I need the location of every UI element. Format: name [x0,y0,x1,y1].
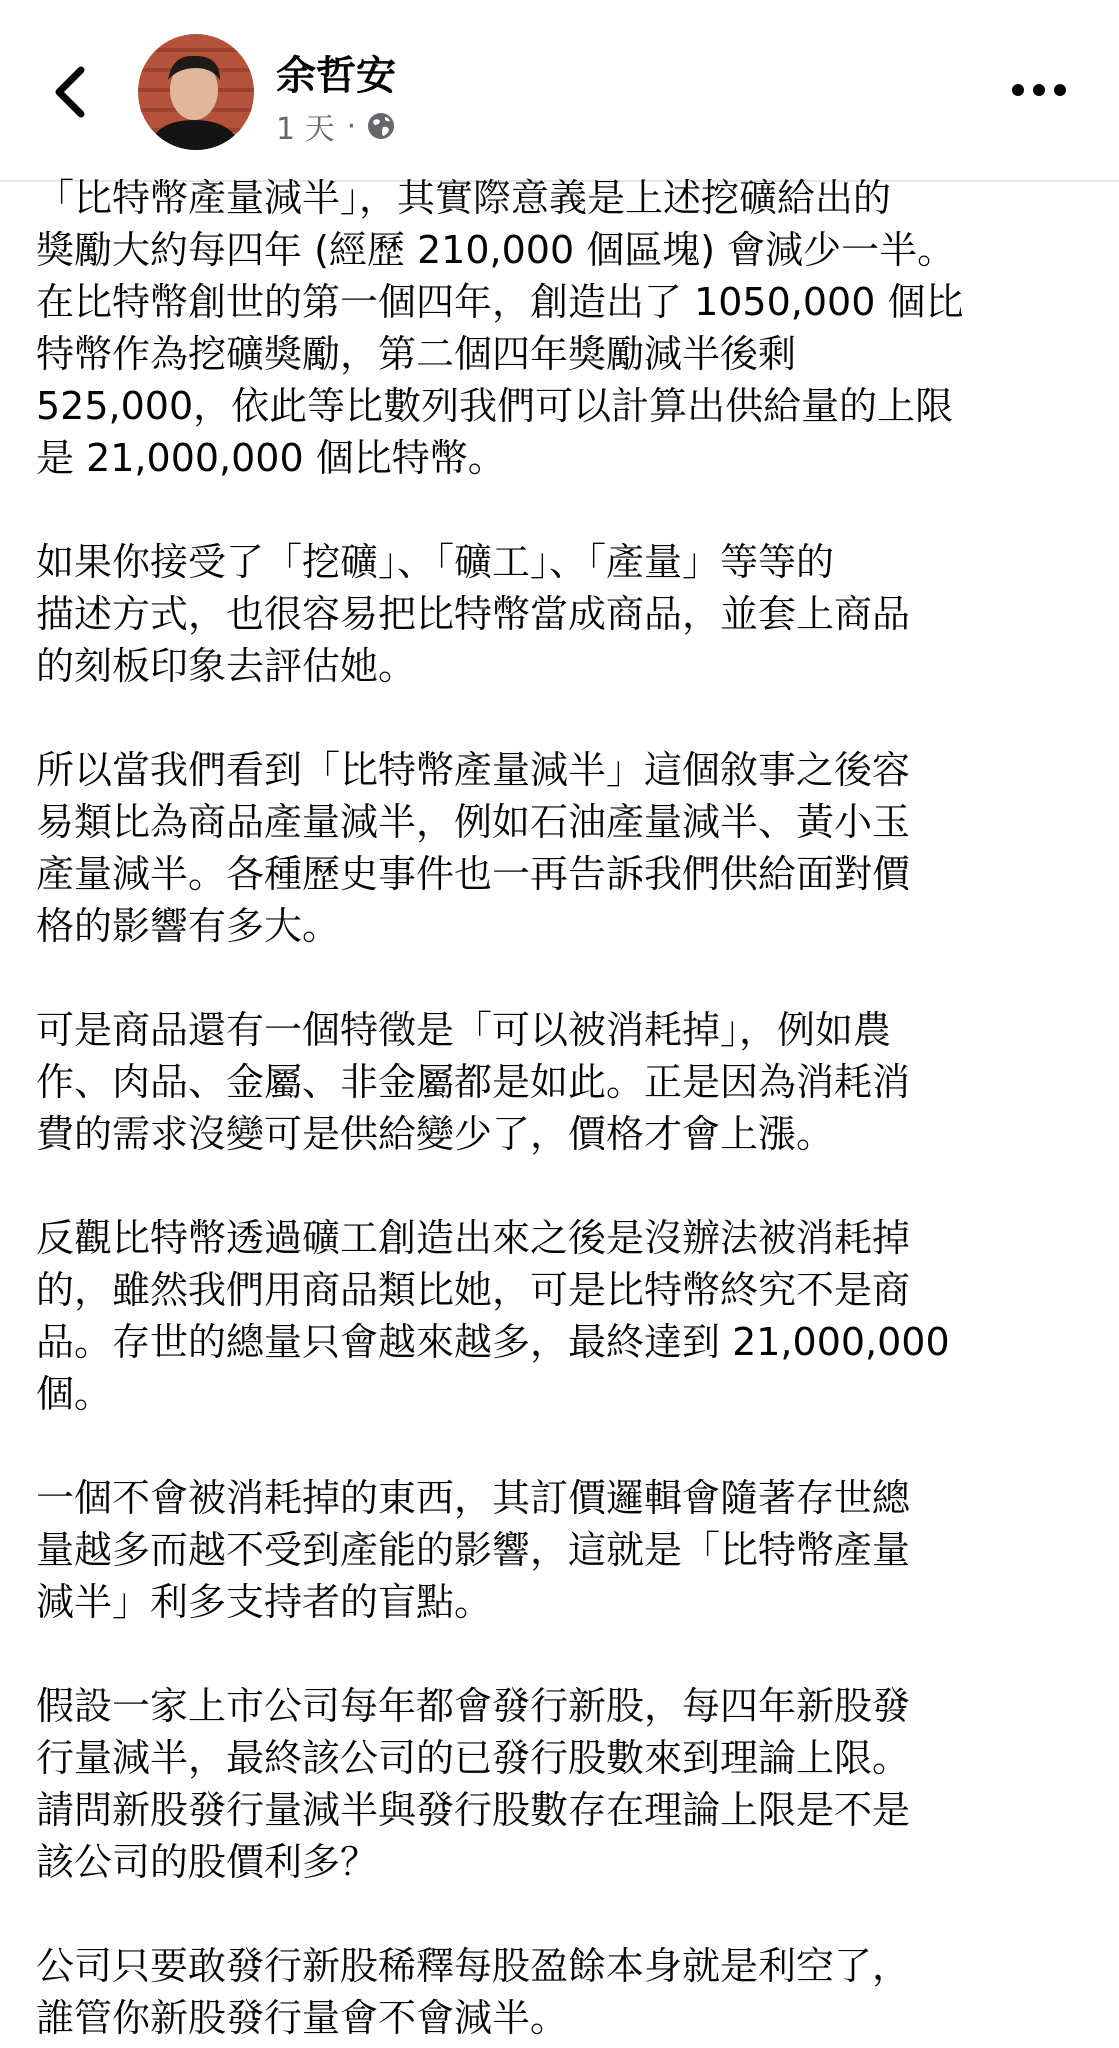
chevron-left-icon [53,66,87,118]
globe-icon [366,111,396,141]
post-header [0,0,1119,182]
more-options-button[interactable] [999,70,1079,110]
avatar-photo [138,34,254,150]
meta-separator: · [346,108,357,144]
post-paragraph: 所以當我們看到「比特幣產量減半」這個敘事之後容 易類比為商品產量減半，例如石油產量減半、黃小玉 產量減半。各種歷史事件也一再告訴我們供給面對價 格的影響有多大。 [36,748,911,948]
post-paragraph: 一個不會被消耗掉的東西，其訂價邏輯會隨著存世總 量越多而越不受到產能的影響，這就是「比特幣產量 減半」利多支持者的盲點。 [36,1476,911,1624]
post-paragraph: 「比特幣產量減半」，其實際意義是上述挖礦給出的 獎勵大約每四年 (經歷 210,000 個區塊) 會減少一半。 在比特幣創世的第一個四年，創造出了 1050,000 個比 特幣作為挖礦獎勵，第二個四年獎勵減半後剩 525,000，依此等比數列我們可以計算出供給量的上限 是 21,000,000 個比特幣。 [36,176,964,480]
post-paragraph: 公司只要敢發行新股稀釋每股盈餘本身就是利空了， 誰管你新股發行量會不會減半。 [36,1944,911,2040]
post-meta [276,104,396,148]
post-body [36,172,1086,2044]
post-paragraph: 假設一家上市公司每年都會發行新股，每四年新股發 行量減半，最終該公司的已發行股數來到理論上限。 請問新股發行量減半與發行股數存在理論上限是不是 該公司的股價利多？ [36,1684,911,1884]
post-paragraph: 可是商品還有一個特徵是「可以被消耗掉」，例如農 作、肉品、金屬、非金屬都是如此。正是因為消耗消 費的需求沒變可是供給變少了，價格才會上漲。 [36,1008,911,1156]
post-paragraph: 反觀比特幣透過礦工創造出來之後是沒辦法被消耗掉 的，雖然我們用商品類比她，可是比特幣終究不是商 品。存世的總量只會越來越多，最終達到 21,000,000 個。 [36,1216,950,1416]
avatar[interactable] [138,34,254,150]
back-button[interactable] [40,52,100,132]
post-timestamp[interactable]: 1 天 [276,112,335,147]
author-name[interactable]: 余哲安 [276,53,396,99]
more-horizontal-icon [1011,83,1067,97]
post-paragraph: 如果你接受了「挖礦」、「礦工」、「產量」等等的 描述方式，也很容易把比特幣當成商品，並套上商品 的刻板印象去評估她。 [36,540,911,688]
